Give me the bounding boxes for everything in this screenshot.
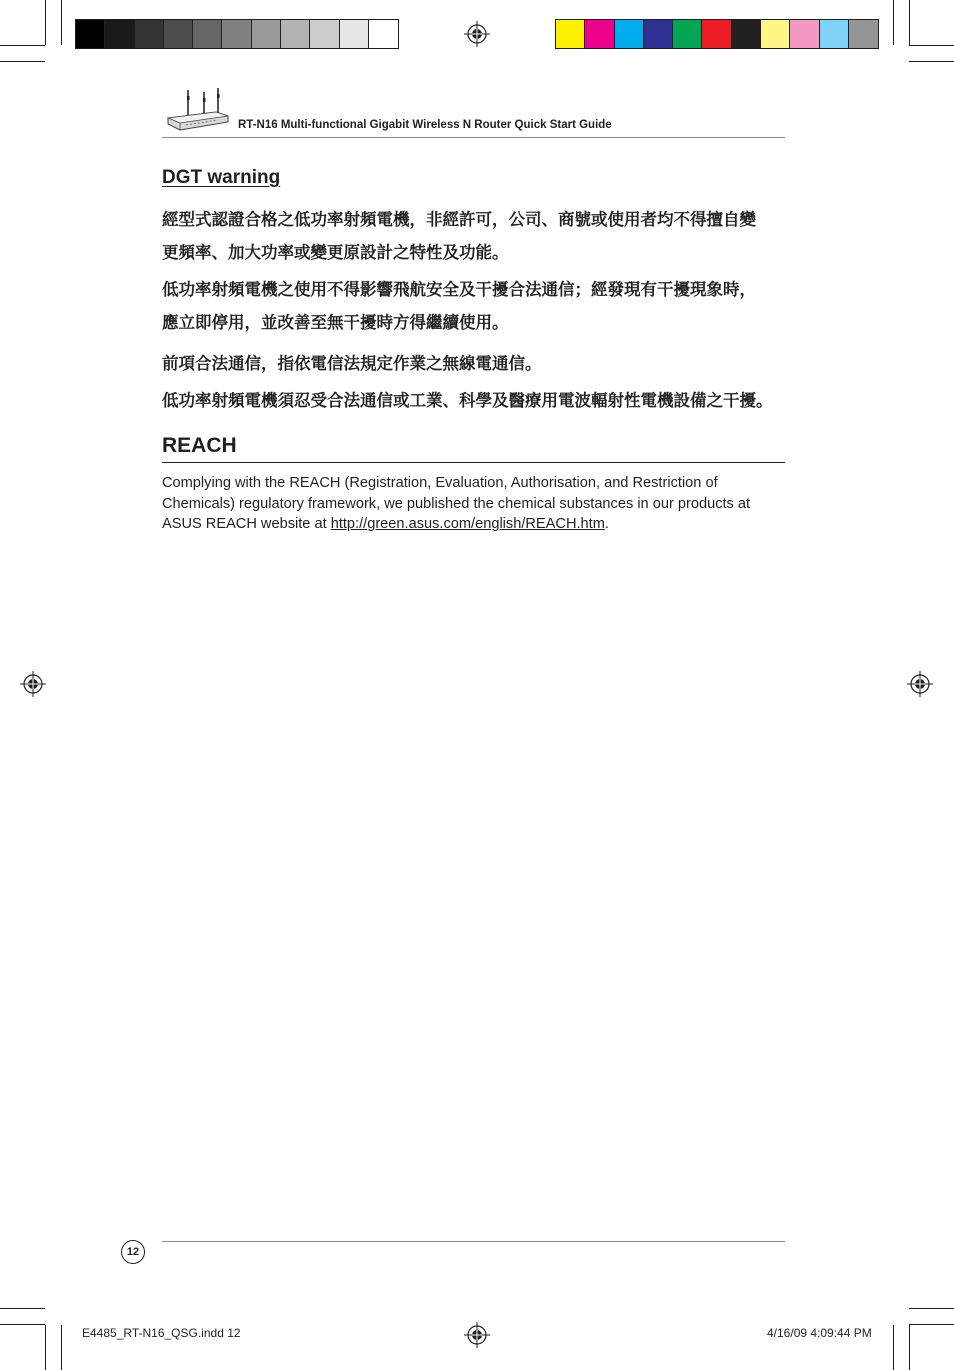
color-swatch <box>615 20 644 48</box>
gray-swatch <box>369 20 398 48</box>
header-title: RT-N16 Multi-functional Gigabit Wireless N Router Quick Start Guide <box>238 119 612 131</box>
crop-mark <box>893 1325 894 1370</box>
crop-mark <box>893 0 894 45</box>
registration-mark-icon <box>464 21 490 47</box>
gray-swatch <box>135 20 164 48</box>
dgt-warning-heading: DGT warning <box>162 167 281 188</box>
crop-mark <box>909 0 910 45</box>
crop-mark <box>909 1308 954 1309</box>
crop-mark <box>909 1324 954 1325</box>
color-swatch <box>849 20 878 48</box>
crop-mark <box>0 1324 45 1325</box>
crop-mark <box>909 61 954 62</box>
registration-mark-icon <box>464 1322 490 1348</box>
color-swatch <box>556 20 585 48</box>
gray-swatch <box>310 20 339 48</box>
crop-mark <box>61 1325 62 1370</box>
crop-mark <box>0 61 45 62</box>
dgt-text-line: 經型式認證合格之低功率射頻電機，非經許可，公司、商號或使用者均不得擅自變 <box>162 210 756 229</box>
crop-mark <box>0 1308 45 1309</box>
grayscale-color-bar <box>75 19 399 49</box>
reach-body-end: . <box>604 516 609 533</box>
reach-body-text: Complying with the REACH (Registration, Evaluation, Authorisation, and Restriction of Chemicals) regulatory framework, we published the chemical substances in our products at ASUS REACH website at <box>162 475 751 533</box>
process-color-bar <box>555 19 879 49</box>
color-swatch <box>644 20 673 48</box>
reach-heading: REACH <box>162 434 237 457</box>
page-number: 12 <box>121 1240 145 1264</box>
crop-mark <box>61 0 62 45</box>
slug-timestamp: 4/16/09 4:09:44 PM <box>767 1326 872 1340</box>
color-swatch <box>585 20 614 48</box>
color-swatch <box>673 20 702 48</box>
reach-divider <box>162 462 785 463</box>
color-swatch <box>761 20 790 48</box>
color-swatch <box>790 20 819 48</box>
color-swatch <box>702 20 731 48</box>
crop-mark <box>909 45 954 46</box>
dgt-text-line: 更頻率、加大功率或變更原設計之特性及功能。 <box>162 243 509 262</box>
crop-mark <box>909 1325 910 1370</box>
footer-divider <box>162 1241 785 1242</box>
crop-mark <box>45 0 46 45</box>
crop-mark <box>0 45 45 46</box>
crop-mark <box>45 1325 46 1370</box>
dgt-text-line: 低功率射頻電機須忍受合法通信或工業、科學及醫療用電波輻射性電機設備之干擾。 <box>162 391 773 410</box>
color-swatch <box>820 20 849 48</box>
gray-swatch <box>340 20 369 48</box>
gray-swatch <box>164 20 193 48</box>
dgt-text-line: 前項合法通信，指依電信法規定作業之無線電通信。 <box>162 354 542 373</box>
header-divider <box>162 137 785 138</box>
gray-swatch <box>193 20 222 48</box>
registration-mark-icon <box>907 671 933 697</box>
router-icon <box>162 86 232 136</box>
registration-mark-icon <box>20 671 46 697</box>
gray-swatch <box>222 20 251 48</box>
gray-swatch <box>76 20 105 48</box>
gray-swatch <box>105 20 134 48</box>
color-swatch <box>732 20 761 48</box>
reach-paragraph <box>162 473 792 535</box>
slug-file-name: E4485_RT-N16_QSG.indd 12 <box>82 1326 241 1340</box>
dgt-text-line: 應立即停用，並改善至無干擾時方得繼續使用。 <box>162 313 509 332</box>
dgt-text-line: 低功率射頻電機之使用不得影響飛航安全及干擾合法通信；經發現有干擾現象時， <box>162 280 756 299</box>
gray-swatch <box>281 20 310 48</box>
reach-website-link[interactable]: http://green.asus.com/english/REACH.htm <box>330 516 605 533</box>
gray-swatch <box>252 20 281 48</box>
